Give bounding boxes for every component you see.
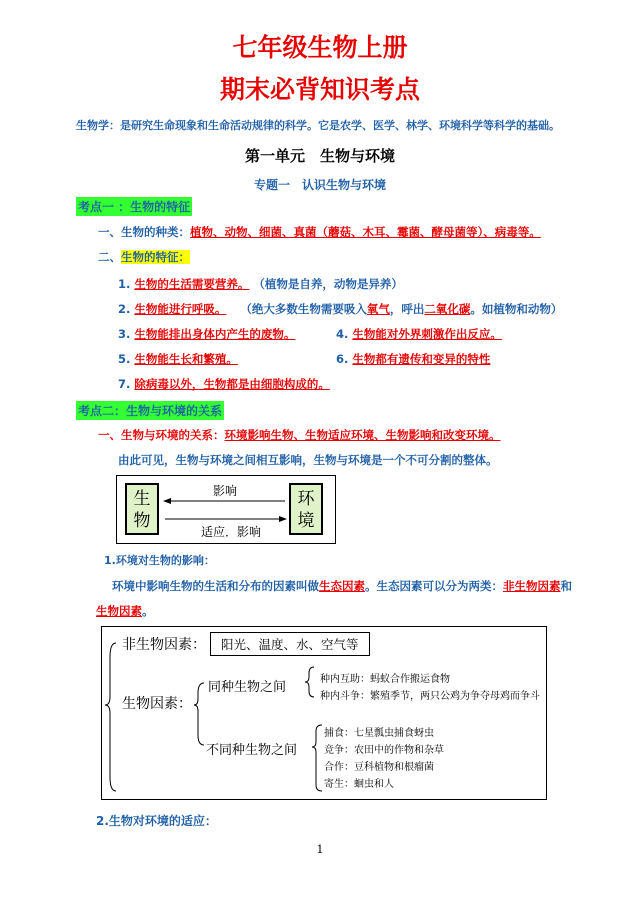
document-subtitle: 期末必背知识考点 [219, 75, 420, 104]
list-item: 捕食：七星瓢虫捕食蚜虫 [324, 728, 434, 739]
feature-3 [118, 326, 295, 342]
diagram-arrows [163, 496, 287, 526]
list-item: 寄生：蛔虫和人 [324, 779, 394, 790]
factors-text-a: 环境中影响生物的生活和分布的因素叫做 [112, 579, 319, 593]
document-title: 七年级生物上册 [232, 33, 408, 62]
factors-text-g: 。 [142, 604, 154, 618]
feature-2-note-c: 。如植物和动物） [470, 302, 563, 316]
feature-2-note-a: （绝大多数生物需要吸入 [240, 302, 367, 316]
kinds-value: 植物、动物、细菌、真菌（蘑菇、木耳、霉菌、酵母菌等）、病毒等。 [190, 225, 541, 239]
abiotic-value-box: 阳光、温度、水、空气等 [210, 632, 370, 656]
feature-2-text: 生物能进行呼吸。 [134, 302, 227, 316]
feature-5-text: 生物能生长和繁殖。 [134, 352, 238, 366]
factors-text-e: 和 [560, 579, 572, 593]
intro-text: 生物学：是研究生命现象和生命活动规律的科学。它是农学、医学、林学、环境科学等科学的基础。 [76, 119, 560, 132]
subsection-1: 1.环境对生物的影响： [104, 554, 215, 567]
factors-line [112, 578, 572, 594]
abiotic-label: 非生物因素： [122, 637, 206, 653]
adapt-influence-label: 适应．影响 [201, 525, 262, 539]
relation-label: 一、生物与环境的关系： [98, 428, 225, 442]
feature-6-text: 生物都有遗传和变异的特性 [352, 352, 491, 366]
same-species-list [320, 671, 540, 705]
feature-3-number: 3. [118, 327, 131, 341]
feature-2-note-b: ，呼出 [389, 302, 425, 316]
feature-4-text: 生物能对外界刺激作出反应。 [352, 327, 502, 341]
factors-text-c: 。生态因素可以分为两类： [365, 579, 503, 593]
features-line [98, 249, 190, 265]
features-heading: 生物的特征： [121, 250, 190, 264]
point2-heading: 考点二：生物与环境的关系 [76, 401, 224, 420]
feature-5 [118, 351, 238, 367]
point1-heading: 考点一 ：生物的特征 [76, 197, 192, 216]
list-item: 种内互助：蚂蚁合作搬运食物 [320, 674, 450, 685]
factor-tree-diagram [101, 626, 547, 800]
feature-1-note: （植物是自养，动物是异养） [253, 277, 403, 291]
summary-text: 由此可见，生物与环境之间相互影响，生物与环境是一个不可分割的整体。 [118, 453, 498, 467]
left-arrow-icon [163, 498, 171, 504]
interaction-diagram [116, 475, 336, 544]
right-arrow-icon [279, 516, 287, 522]
factors-biotic: 生物因素 [96, 604, 142, 618]
list-item: 合作：豆科植物和根瘤菌 [324, 762, 434, 773]
diff-species-label: 不同种生物之间 [206, 743, 298, 758]
topic-title: 专题一 认识生物与环境 [253, 178, 386, 192]
biotic-label: 生物因素： [122, 696, 192, 712]
feature-2-co2: 二氧化碳 [424, 302, 471, 316]
feature-5-number: 5. [118, 352, 131, 366]
factors-abiotic: 非生物因素 [503, 579, 561, 593]
organism-box: 生 物 [125, 483, 159, 535]
feature-4 [336, 326, 502, 342]
page-number: 1 [316, 843, 324, 856]
feature-1-number: 1. [118, 277, 131, 291]
relation-value: 环境影响生物、生物适应环境、生物影响和改变环境。 [224, 428, 501, 442]
feature-4-number: 4. [336, 327, 349, 341]
influence-label: 影响 [213, 484, 238, 498]
factors-line-2 [96, 603, 154, 619]
list-item: 种内斗争：繁殖季节，两只公鸡为争夺母鸡而争斗 [320, 691, 540, 702]
feature-3-text: 生物能排出身体内产生的废物。 [134, 327, 296, 341]
factors-ecological: 生态因素 [319, 579, 365, 593]
kinds-line [98, 224, 541, 240]
feature-7 [118, 376, 330, 392]
environment-box: 环 境 [289, 483, 323, 535]
feature-2 [118, 301, 562, 317]
feature-2-oxygen: 氧气 [366, 302, 390, 316]
features-label: 二、 [98, 250, 121, 264]
relation-line [98, 427, 501, 443]
feature-1 [118, 276, 403, 292]
diff-species-list [324, 725, 444, 793]
feature-6 [336, 351, 490, 367]
feature-7-text: 除病毒以外，生物都是由细胞构成的。 [134, 377, 330, 391]
feature-7-number: 7. [118, 377, 131, 391]
kinds-label: 一、生物的种类： [98, 225, 190, 239]
unit-title: 第一单元 生物与环境 [244, 147, 395, 165]
feature-1-text: 生物的生活需要营养。 [134, 277, 250, 291]
subsection-2: 2.生物对环境的适应： [96, 814, 217, 828]
feature-6-number: 6. [336, 352, 349, 366]
list-item: 竞争：农田中的作物和杂草 [324, 745, 444, 756]
same-species-label: 同种生物之间 [208, 680, 287, 695]
feature-2-number: 2. [118, 302, 131, 316]
